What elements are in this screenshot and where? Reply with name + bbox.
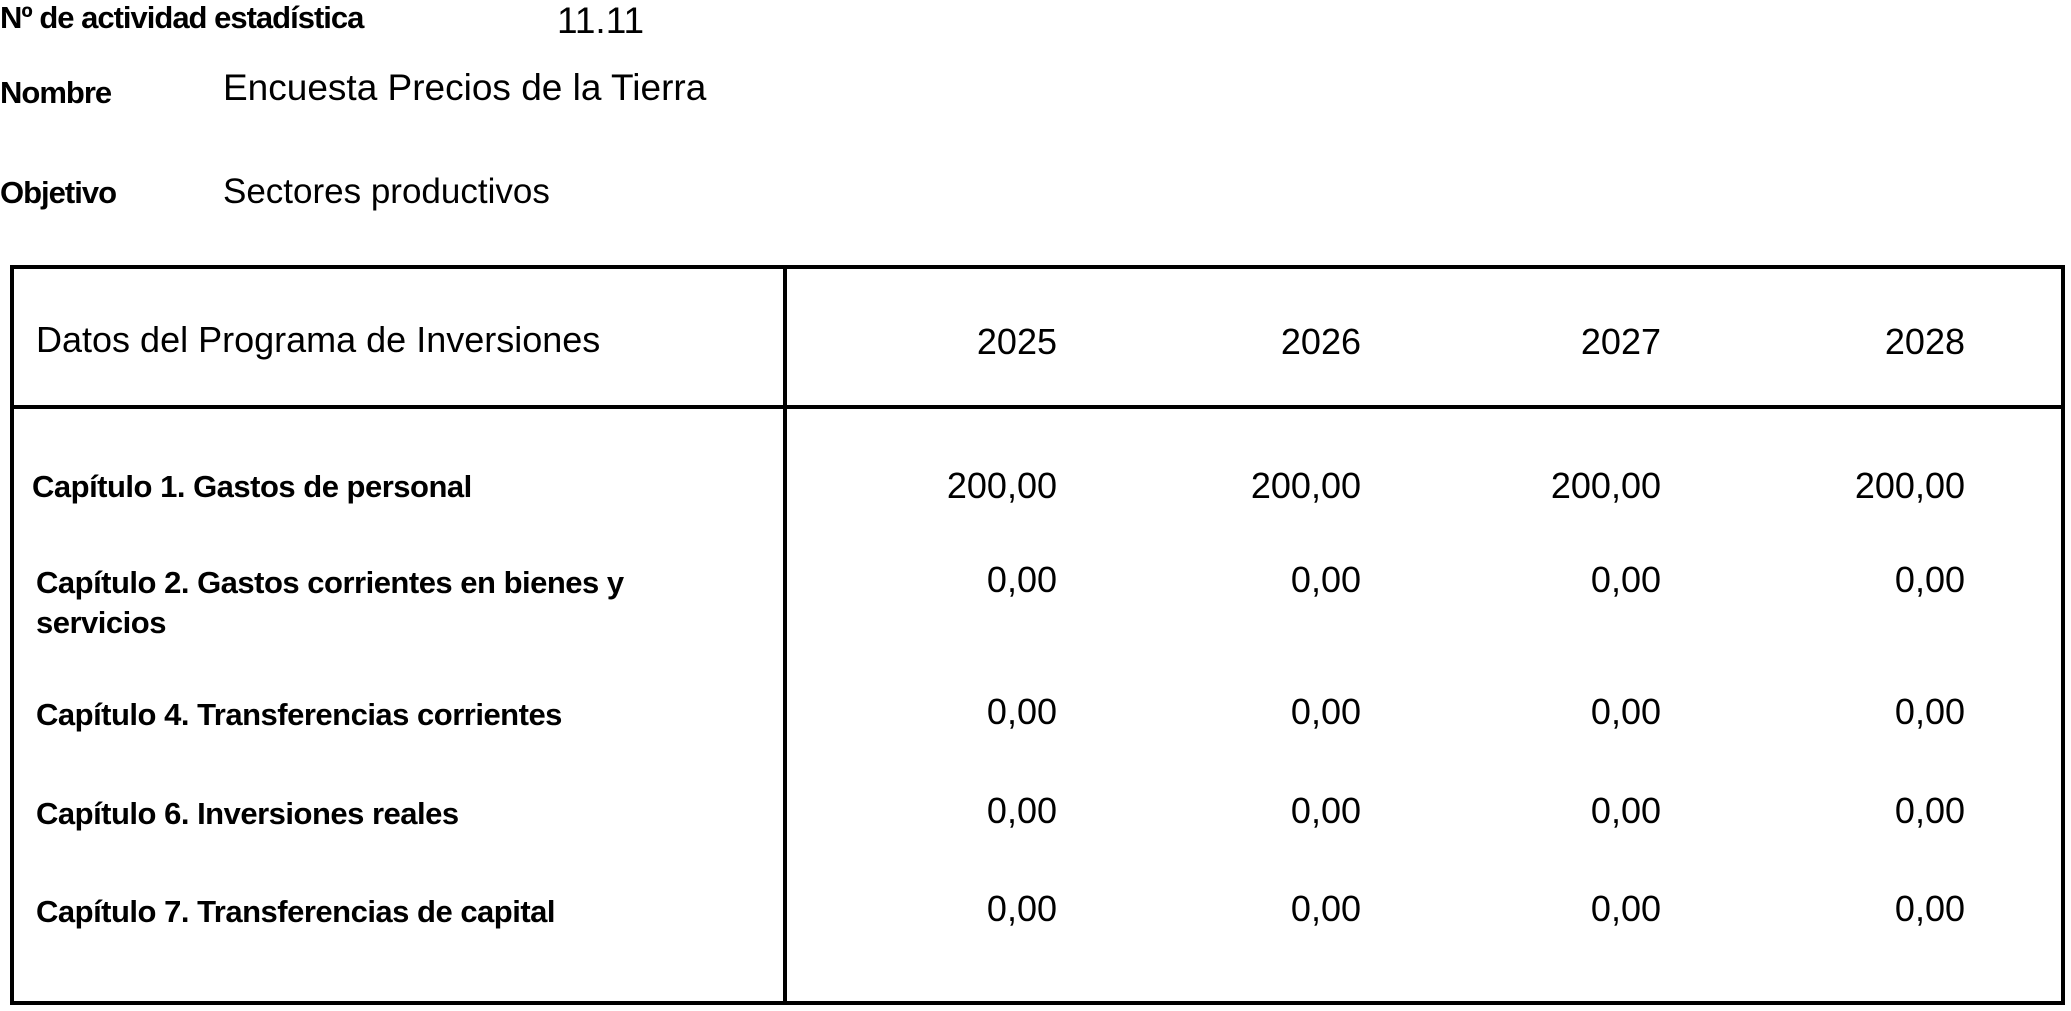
table-cell-value: 0,00: [986, 559, 1057, 600]
table-cell-value: 0,00: [1290, 790, 1361, 831]
table-header-title: Datos del Programa de Inversiones: [36, 319, 601, 360]
table-cell-value: 200,00: [1854, 465, 1965, 506]
table-cell-value: 0,00: [1590, 691, 1661, 732]
table-row-label: Capítulo 4. Transferencias corrientes: [36, 697, 562, 732]
table-cell-value: 0,00: [986, 888, 1057, 929]
table-header-divider: [14, 405, 2061, 409]
table-cell-value: 0,00: [1894, 790, 1965, 831]
table-cell-value: 0,00: [986, 691, 1057, 732]
year-header-2025: 2025: [976, 321, 1057, 362]
table-cell-value: 0,00: [1290, 888, 1361, 929]
table-cell-value: 0,00: [1894, 888, 1965, 929]
table-cell-value: 0,00: [1590, 790, 1661, 831]
activity-number-value: 11.11: [557, 0, 645, 41]
table-row-label: Capítulo 6. Inversiones reales: [36, 796, 459, 831]
table-cell-value: 0,00: [1590, 888, 1661, 929]
table-cell-value: 0,00: [986, 790, 1057, 831]
table-cell-value: 0,00: [1290, 559, 1361, 600]
activity-objective-label: Objetivo: [0, 175, 117, 210]
table-cell-value: 200,00: [1550, 465, 1661, 506]
table-cell-value: 200,00: [1250, 465, 1361, 506]
year-header-2028: 2028: [1884, 321, 1965, 362]
table-cell-value: 0,00: [1590, 559, 1661, 600]
activity-name-label: Nombre: [0, 75, 112, 110]
year-header-2027: 2027: [1580, 321, 1661, 362]
table-cell-value: 0,00: [1894, 691, 1965, 732]
table-cell-value: 0,00: [1290, 691, 1361, 732]
table-column-divider: [783, 269, 787, 1001]
table-row-label: Capítulo 7. Transferencias de capital: [36, 894, 556, 929]
year-header-2026: 2026: [1280, 321, 1361, 362]
table-row-label: Capítulo 1. Gastos de personal: [32, 469, 472, 504]
table-row-label: Capítulo 2. Gastos corrientes en bienes y servicios: [36, 565, 624, 640]
investment-table: [10, 265, 2065, 1005]
table-cell-value: 200,00: [946, 465, 1057, 506]
activity-name-value: Encuesta Precios de la Tierra: [223, 67, 707, 108]
activity-objective-value: Sectores productivos: [223, 172, 550, 211]
table-cell-value: 0,00: [1894, 559, 1965, 600]
activity-number-label: Nº de actividad estadística: [0, 0, 364, 35]
